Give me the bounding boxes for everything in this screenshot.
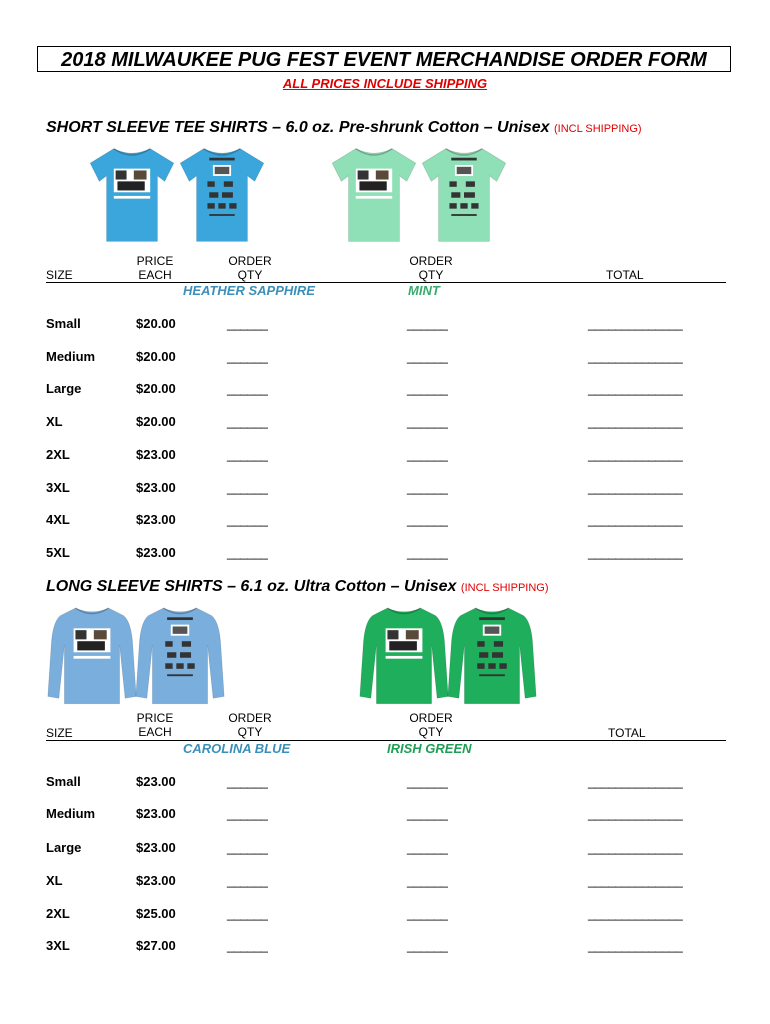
ls-order2-header-l2: QTY [418,725,444,739]
total-field[interactable]: ______________ [588,906,683,921]
price-cell: $20.00 [136,381,176,396]
order-qty-2-field[interactable]: ______ [407,447,448,462]
order-qty-2-field[interactable]: ______ [407,774,448,789]
price-cell: $23.00 [136,840,176,855]
order-qty-1-field[interactable]: ______ [227,774,268,789]
order-qty-2-field[interactable]: ______ [407,414,448,429]
price-cell: $23.00 [136,480,176,495]
size-cell: 3XL [46,938,70,953]
ls-color2-label: IRISH GREEN [387,741,472,756]
ss-color2-label: MINT [408,283,440,298]
ls-order1-header [222,711,278,739]
table-row [0,545,770,565]
total-field[interactable]: ______________ [588,938,683,953]
table-row [0,414,770,434]
price-cell: $27.00 [136,938,176,953]
ls-order2-header [403,711,459,739]
order-qty-1-field[interactable]: ______ [227,906,268,921]
order-qty-2-field[interactable]: ______ [407,906,448,921]
long-sleeve-back-icon [134,603,226,707]
order-qty-1-field[interactable]: ______ [227,512,268,527]
ss-price-header-l1: PRICE [136,254,174,268]
ss-order1-header-l2: QTY [237,268,263,282]
total-field[interactable]: ______________ [588,480,683,495]
table-row [0,381,770,401]
short-sleeve-note: (INCL SHIPPING) [553,123,642,135]
total-field[interactable]: ______________ [588,414,683,429]
size-cell: 2XL [46,447,70,462]
price-cell: $23.00 [136,806,176,821]
ss-order1-header-l1: ORDER [228,254,272,268]
short-sleeve-heading [46,119,642,137]
total-field[interactable]: ______________ [588,545,683,560]
size-cell: XL [46,414,63,429]
table-row [0,873,770,893]
total-field[interactable]: ______________ [588,349,683,364]
ls-price-header [132,711,178,739]
order-qty-1-field[interactable]: ______ [227,447,268,462]
ls-header-divider [46,740,726,741]
total-field[interactable]: ______________ [588,381,683,396]
total-field[interactable]: ______________ [588,873,683,888]
tshirt-back-icon [176,145,268,245]
order-qty-2-field[interactable]: ______ [407,349,448,364]
tshirt-front-icon [86,145,178,245]
order-qty-2-field[interactable]: ______ [407,512,448,527]
table-row [0,512,770,532]
price-cell: $20.00 [136,414,176,429]
order-qty-1-field[interactable]: ______ [227,806,268,821]
price-cell: $23.00 [136,512,176,527]
size-cell: Small [46,774,81,789]
ls-order2-header-l1: ORDER [409,711,453,725]
ss-order2-header [403,254,459,282]
ss-price-header [132,254,178,282]
order-qty-1-field[interactable]: ______ [227,414,268,429]
tshirt-front-icon [328,145,420,245]
long-sleeve-heading-text: LONG SLEEVE SHIRTS – 6.1 oz. Ultra Cotton – Unisex [46,578,457,595]
price-cell: $23.00 [136,447,176,462]
size-cell: XL [46,873,63,888]
ls-size-header: SIZE [46,726,73,740]
order-qty-1-field[interactable]: ______ [227,840,268,855]
size-cell: 3XL [46,480,70,495]
size-cell: 2XL [46,906,70,921]
long-sleeve-heading [46,578,549,596]
order-qty-1-field[interactable]: ______ [227,349,268,364]
short-sleeve-heading-text: SHORT SLEEVE TEE SHIRTS – 6.0 oz. Pre-shrunk Cotton – Unisex [46,119,550,136]
ss-price-header-l2: EACH [138,268,172,282]
total-field[interactable]: ______________ [588,316,683,331]
form-subtitle: ALL PRICES INCLUDE SHIPPING [282,76,488,91]
price-cell: $25.00 [136,906,176,921]
total-field[interactable]: ______________ [588,447,683,462]
size-cell: 4XL [46,512,70,527]
order-qty-2-field[interactable]: ______ [407,938,448,953]
price-cell: $20.00 [136,316,176,331]
order-qty-1-field[interactable]: ______ [227,316,268,331]
table-row [0,840,770,860]
ss-order2-header-l2: QTY [418,268,444,282]
table-row [0,316,770,336]
size-cell: Large [46,381,82,396]
price-cell: $23.00 [136,545,176,560]
ls-price-header-l1: PRICE [136,711,174,725]
order-qty-2-field[interactable]: ______ [407,316,448,331]
order-qty-2-field[interactable]: ______ [407,873,448,888]
long-sleeve-front-icon [46,603,138,707]
order-qty-1-field[interactable]: ______ [227,873,268,888]
form-title: 2018 MILWAUKEE PUG FEST EVENT MERCHANDISE ORDER FORM [37,46,731,72]
order-qty-1-field[interactable]: ______ [227,545,268,560]
total-field[interactable]: ______________ [588,774,683,789]
table-row [0,480,770,500]
tshirt-back-icon [418,145,510,245]
order-qty-1-field[interactable]: ______ [227,480,268,495]
table-row [0,447,770,467]
ss-header-divider [46,282,726,283]
ls-order1-header-l1: ORDER [228,711,272,725]
price-cell: $23.00 [136,873,176,888]
table-row [0,906,770,926]
total-field[interactable]: ______________ [588,806,683,821]
order-qty-2-field[interactable]: ______ [407,480,448,495]
total-field[interactable]: ______________ [588,840,683,855]
ss-order1-header [222,254,278,282]
ss-color1-label: HEATHER SAPPHIRE [183,283,315,298]
table-row [0,349,770,369]
long-sleeve-back-icon [446,603,538,707]
ss-size-header: SIZE [46,268,73,282]
order-qty-1-field[interactable]: ______ [227,381,268,396]
ls-color1-label: CAROLINA BLUE [183,741,291,756]
ss-total-header: TOTAL [606,268,644,282]
order-qty-2-field[interactable]: ______ [407,545,448,560]
order-qty-2-field[interactable]: ______ [407,806,448,821]
order-qty-2-field[interactable]: ______ [407,840,448,855]
table-row [0,774,770,794]
size-cell: Large [46,840,82,855]
order-qty-2-field[interactable]: ______ [407,381,448,396]
long-sleeve-front-icon [358,603,450,707]
size-cell: Small [46,316,81,331]
size-cell: Medium [46,349,96,364]
ls-total-header: TOTAL [608,726,646,740]
size-cell: Medium [46,806,96,821]
ls-price-header-l2: EACH [138,725,172,739]
price-cell: $20.00 [136,349,176,364]
size-cell: 5XL [46,545,70,560]
long-sleeve-note: (INCL SHIPPING) [460,582,549,594]
total-field[interactable]: ______________ [588,512,683,527]
ss-order2-header-l1: ORDER [409,254,453,268]
table-row [0,938,770,958]
order-qty-1-field[interactable]: ______ [227,938,268,953]
table-row [0,806,770,826]
price-cell: $23.00 [136,774,176,789]
ls-order1-header-l2: QTY [237,725,263,739]
